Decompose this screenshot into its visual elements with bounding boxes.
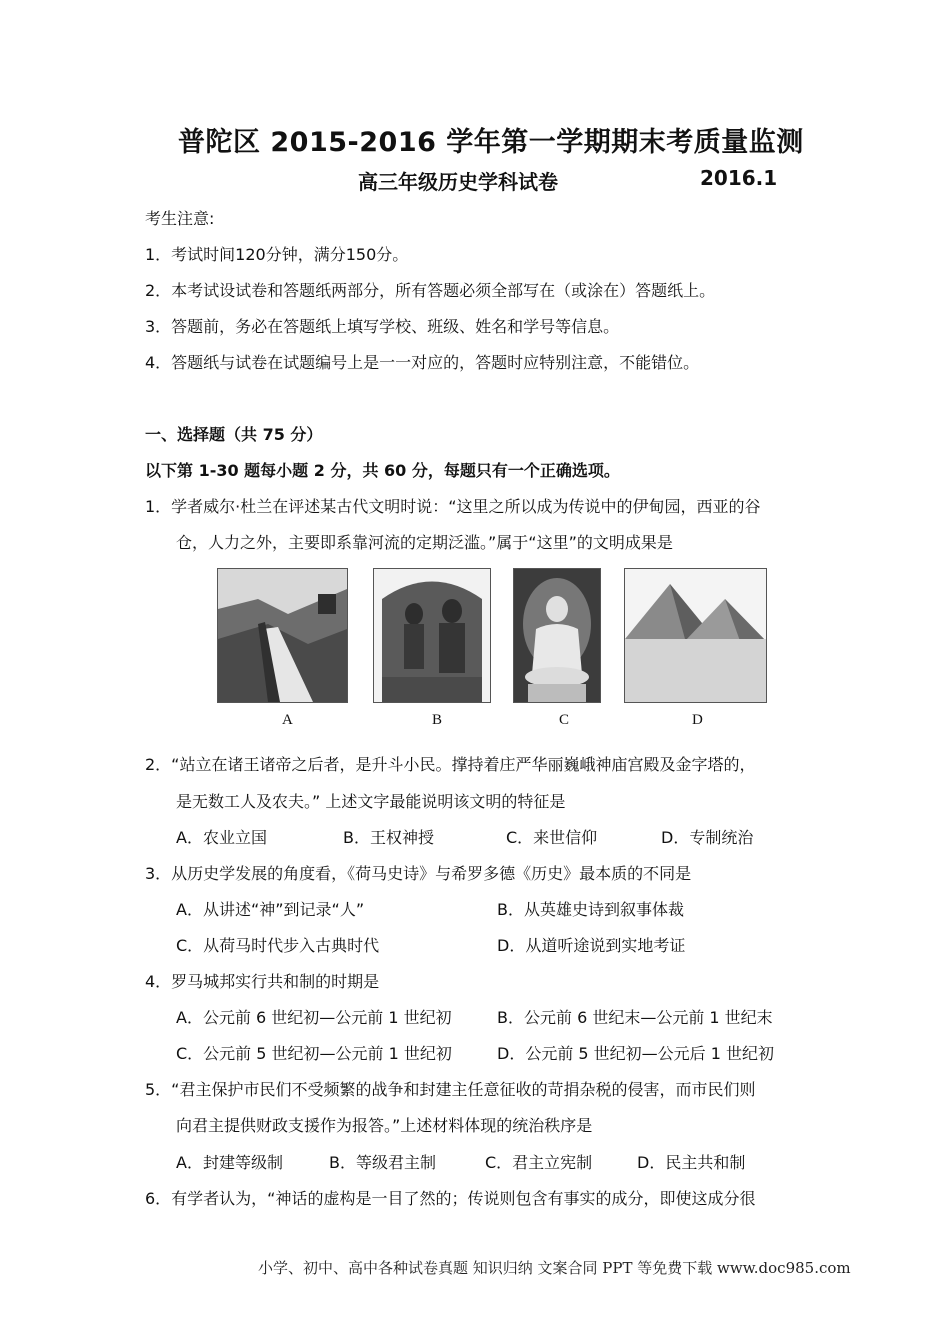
question-5-option-c: C．君主立宪制 (485, 1153, 593, 1172)
question-4-option-d: D．公元前 5 世纪初—公元后 1 世纪初 (497, 1044, 775, 1063)
code-of-hammurabi-image (373, 568, 491, 703)
question-6-line-1: 6．有学者认为，“神话的虚构是一目了然的；传说则包含有事实的成分，即使这成分很 (145, 1189, 756, 1208)
image-label-b: B (432, 712, 443, 728)
question-2-line-2: 是无数工人及农夫。” 上述文字最能说明该文明的特征是 (176, 792, 566, 811)
image-label-d: D (692, 712, 703, 728)
question-5-option-d: D．民主共和制 (637, 1153, 746, 1172)
section-heading: 一、选择题（共 75 分） (145, 425, 323, 444)
question-3-option-c: C．从荷马时代步入古典时代 (176, 936, 380, 955)
question-2-option-d: D．专制统治 (661, 828, 754, 847)
question-5-option-a: A．封建等级制 (176, 1153, 283, 1172)
question-4-line-1: 4．罗马城邦实行共和制的时期是 (145, 972, 380, 991)
great-wall-image (217, 568, 348, 703)
notice-item: 1．考试时间120分钟，满分150分。 (145, 245, 409, 264)
question-4-option-c: C．公元前 5 世纪初—公元前 1 世纪初 (176, 1044, 452, 1063)
question-5-option-b: B．等级君主制 (329, 1153, 436, 1172)
section-instruction: 以下第 1-30 题每小题 2 分，共 60 分，每题只有一个正确选项。 (145, 461, 620, 480)
page-footer: 小学、初中、高中各种试卷真题 知识归纳 文案合同 PPT 等免费下载 www.doc985.com (258, 1259, 851, 1277)
question-2-line-1: 2．“站立在诸王诸帝之后者，是升斗小民。撑持着庄严华丽巍峨神庙宫殿及金字塔的， (145, 755, 756, 774)
image-label-c: C (559, 712, 570, 728)
notice-item: 2．本考试设试卷和答题纸两部分，所有答题必须全部写在（或涂在）答题纸上。 (145, 281, 716, 300)
notice-heading: 考生注意: (145, 209, 215, 228)
question-1-line-2: 仓，人力之外，主要即系靠河流的定期泛滥。”属于“这里”的文明成果是 (176, 533, 673, 552)
exam-date: 2016.1 (700, 166, 778, 190)
question-5-line-2: 向君主提供财政支援作为报答。”上述材料体现的统治秩序是 (176, 1116, 593, 1135)
question-3-option-a: A．从讲述“神”到记录“人” (176, 900, 365, 919)
question-2-option-c: C．来世信仰 (506, 828, 598, 847)
notice-item: 3．答题前，务必在答题纸上填写学校、班级、姓名和学号等信息。 (145, 317, 620, 336)
question-3-option-b: B．从英雄史诗到叙事体裁 (497, 900, 684, 919)
question-2-option-b: B．王权神授 (343, 828, 434, 847)
page-subtitle: 高三年级历史学科试卷 (358, 170, 558, 194)
question-3-option-d: D．从道听途说到实地考证 (497, 936, 686, 955)
question-1-line-1: 1．学者威尔·杜兰在评述某古代文明时说：“这里之所以成为传说中的伊甸园，西亚的谷 (145, 497, 761, 516)
question-4-option-a: A．公元前 6 世纪初—公元前 1 世纪初 (176, 1008, 452, 1027)
buddha-statue-image (513, 568, 601, 703)
notice-item: 4．答题纸与试卷在试题编号上是一一对应的，答题时应特别注意，不能错位。 (145, 353, 700, 372)
question-5-line-1: 5．“君主保护市民们不受频繁的战争和封建主任意征收的苛捐杂税的侵害，而市民们则 (145, 1080, 756, 1099)
pyramids-image (624, 568, 767, 703)
question-4-option-b: B．公元前 6 世纪末—公元前 1 世纪末 (497, 1008, 773, 1027)
page-title: 普陀区 2015-2016 学年第一学期期末考质量监测 (178, 127, 804, 158)
question-3-line-1: 3．从历史学发展的角度看，《荷马史诗》与希罗多德《历史》最本质的不同是 (145, 864, 692, 883)
image-label-a: A (282, 712, 293, 728)
question-2-option-a: A．农业立国 (176, 828, 267, 847)
